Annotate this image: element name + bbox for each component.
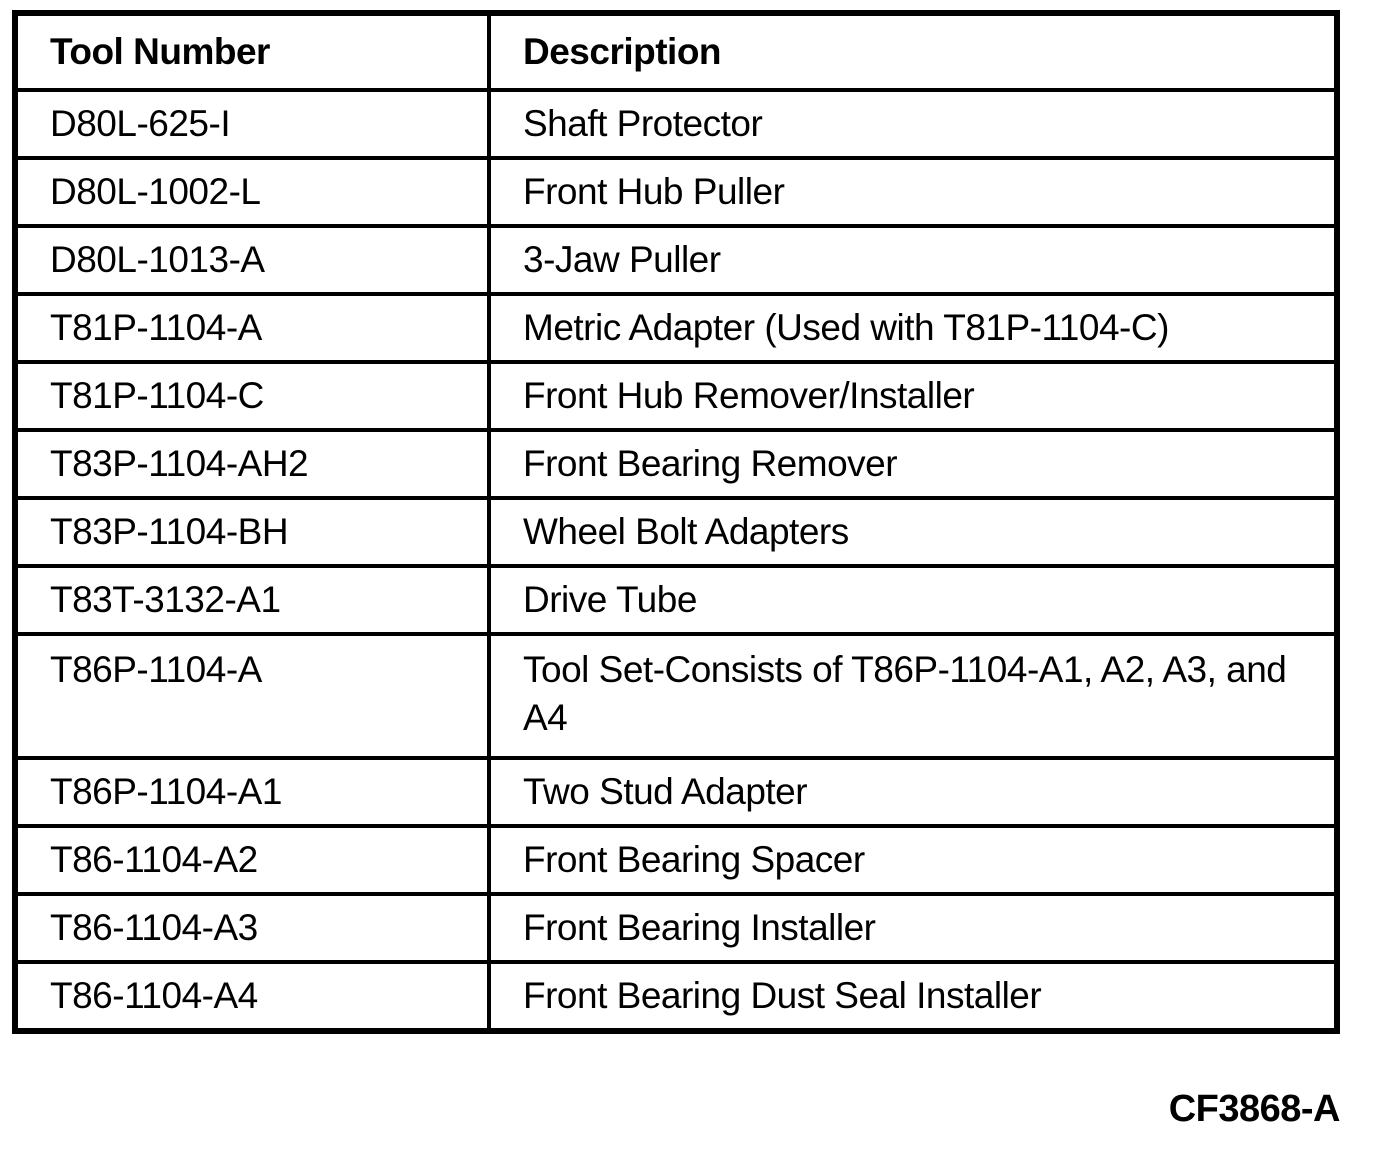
header-tool-number: Tool Number [15, 13, 489, 90]
description-cell: Front Hub Remover/Installer [489, 362, 1337, 430]
tool-number-cell: T81P-1104-C [15, 362, 489, 430]
tool-number-cell: T83T-3132-A1 [15, 566, 489, 634]
description-cell: Metric Adapter (Used with T81P-1104-C) [489, 294, 1337, 362]
table-row [15, 566, 1337, 634]
table-row [15, 962, 1337, 1031]
tool-number-cell: D80L-1013-A [15, 226, 489, 294]
table-row [15, 158, 1337, 226]
description-cell: 3-Jaw Puller [489, 226, 1337, 294]
table-row [15, 758, 1337, 826]
description-cell: Front Bearing Installer [489, 894, 1337, 962]
description-cell: Shaft Protector [489, 90, 1337, 158]
table-row [15, 634, 1337, 758]
special-tools-table [12, 10, 1340, 1034]
description-cell: Front Bearing Dust Seal Installer [489, 962, 1337, 1031]
tool-number-cell: T86P-1104-A1 [15, 758, 489, 826]
table-header-row [15, 13, 1337, 90]
tool-number-cell: T81P-1104-A [15, 294, 489, 362]
tool-number-cell: T86-1104-A2 [15, 826, 489, 894]
description-cell: Wheel Bolt Adapters [489, 498, 1337, 566]
tool-number-cell: T86-1104-A3 [15, 894, 489, 962]
table-row [15, 430, 1337, 498]
table-row [15, 826, 1337, 894]
tool-number-cell: T83P-1104-AH2 [15, 430, 489, 498]
tool-number-cell: T83P-1104-BH [15, 498, 489, 566]
tool-number-cell: D80L-1002-L [15, 158, 489, 226]
table-row [15, 226, 1337, 294]
description-cell: Drive Tube [489, 566, 1337, 634]
description-cell: Front Bearing Spacer [489, 826, 1337, 894]
tool-number-cell: T86-1104-A4 [15, 962, 489, 1031]
description-cell: Front Hub Puller [489, 158, 1337, 226]
header-description: Description [489, 13, 1337, 90]
table-row [15, 90, 1337, 158]
tool-number-cell: T86P-1104-A [15, 634, 489, 758]
description-cell: Front Bearing Remover [489, 430, 1337, 498]
table-row [15, 894, 1337, 962]
description-cell: Two Stud Adapter [489, 758, 1337, 826]
description-cell: Tool Set-Consists of T86P-1104-A1, A2, A3, and A4 [489, 634, 1337, 758]
figure-caption: CF3868-A [1168, 1088, 1340, 1130]
table-row [15, 362, 1337, 430]
tool-number-cell: D80L-625-I [15, 90, 489, 158]
table-row [15, 294, 1337, 362]
table-row [15, 498, 1337, 566]
